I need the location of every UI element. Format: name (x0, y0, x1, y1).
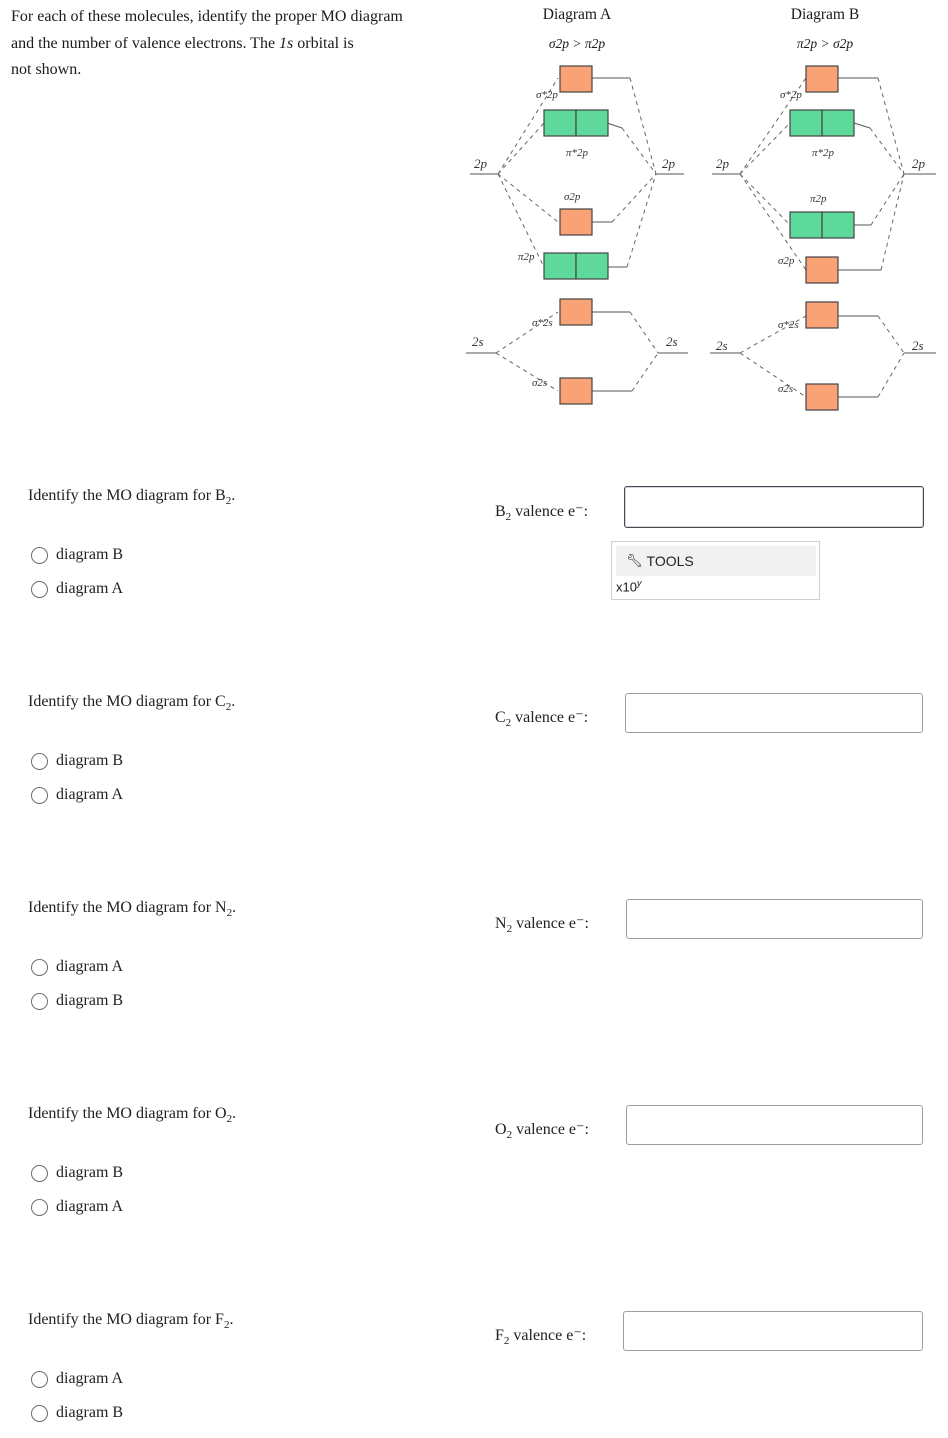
mo-diagram-b (706, 60, 942, 420)
label-2s-right: 2s (912, 338, 924, 353)
label-pi-star-2p: π*2p (566, 147, 589, 159)
label-sigma-2s: σ2s (532, 377, 548, 389)
label-sigma-star-2p: σ*2p (536, 89, 558, 101)
label-sigma-star-2s: σ*2s (778, 319, 799, 331)
label-sigma-2p: σ2p (564, 191, 581, 203)
instructions-line-1: For each of these molecules, identify the proper MO diagram (11, 8, 403, 25)
o2-option-2[interactable]: diagram A (31, 1196, 123, 1218)
label-pi-2p: π2p (518, 251, 535, 263)
n2-valence-label: $N_2$ valence e⁻: (495, 915, 589, 936)
sigma-star-2s-box (560, 299, 592, 325)
f2-option-2[interactable]: diagram B (31, 1402, 123, 1424)
c2-option-2[interactable]: diagram A (31, 784, 123, 806)
c2-valence-label: $C_2$ valence e⁻: (495, 709, 589, 730)
pi-star-2p-box-1 (544, 110, 576, 136)
f2-option-1[interactable]: diagram A (31, 1368, 123, 1390)
label-sigma-2s: σ2s (778, 383, 794, 395)
radio-button[interactable] (31, 1405, 48, 1422)
diagram-a-title: Diagram A (542, 6, 612, 23)
scientific-notation-button[interactable]: x10$^y$ (616, 578, 642, 595)
pi-star-2p-box-1 (790, 110, 822, 136)
b2-valence-label: $B_2$ valence e⁻: (495, 503, 589, 524)
tools-panel (611, 541, 820, 600)
label-sigma-2p: σ2p (778, 255, 795, 267)
pi-2p-box-1 (790, 212, 822, 238)
radio-button[interactable] (31, 1199, 48, 1216)
label-2p-left: 2p (474, 156, 487, 171)
n2-valence-input[interactable] (626, 899, 923, 939)
radio-button[interactable] (31, 993, 48, 1010)
f2-valence-input[interactable] (623, 1311, 923, 1351)
label-2s-left: 2s (472, 334, 484, 349)
radio-button[interactable] (31, 581, 48, 598)
b2-option-2[interactable]: diagram A (31, 578, 123, 600)
sigma-2s-box (806, 384, 838, 410)
question-b2-prompt: Identify the MO diagram for $B_2$. (28, 487, 236, 508)
label-pi-2p: π2p (810, 193, 827, 205)
n2-option-2[interactable]: diagram B (31, 990, 123, 1012)
pi-star-2p-box-2 (576, 110, 608, 136)
question-f2-prompt: Identify the MO diagram for $F_2$. (28, 1311, 234, 1332)
instructions-line-2: and the number of valence electrons. The 1s orbital is (11, 34, 354, 52)
label-pi-star-2p: π*2p (812, 147, 835, 159)
pi-2p-box-2 (576, 253, 608, 279)
label-2p-right: 2p (912, 156, 925, 171)
wrench-icon: 🔧︎ (626, 553, 643, 568)
label-2s-right: 2s (666, 334, 678, 349)
radio-button[interactable] (31, 753, 48, 770)
label-2s-left: 2s (716, 338, 728, 353)
instructions (11, 4, 461, 84)
sigma-star-2p-box (560, 66, 592, 92)
o2-option-1[interactable]: diagram B (31, 1162, 123, 1184)
c2-option-1[interactable]: diagram B (31, 750, 123, 772)
o2-valence-label: $O_2$ valence e⁻: (495, 1121, 589, 1142)
radio-button[interactable] (31, 547, 48, 564)
instructions-line-3: not shown. (11, 61, 82, 78)
question-c2-prompt: Identify the MO diagram for $C_2$. (28, 693, 236, 714)
label-2p-right: 2p (662, 156, 675, 171)
label-sigma-star-2p: σ*2p (780, 89, 802, 101)
label-sigma-star-2s: σ*2s (532, 317, 553, 329)
f2-valence-label: $F_2$ valence e⁻: (495, 1327, 587, 1348)
b2-valence-input[interactable] (624, 486, 924, 528)
question-o2-prompt: Identify the MO diagram for $O_2$. (28, 1105, 237, 1126)
sigma-2p-box (806, 257, 838, 283)
tools-button[interactable]: 🔧︎ TOOLS (616, 546, 816, 576)
radio-button[interactable] (31, 1165, 48, 1182)
pi-star-2p-box-2 (822, 110, 854, 136)
radio-button[interactable] (31, 1371, 48, 1388)
sigma-star-2p-box (806, 66, 838, 92)
diagram-a-order: σ2p > π2p (548, 36, 606, 51)
label-2p-left: 2p (716, 156, 729, 171)
c2-valence-input[interactable] (625, 693, 923, 733)
diagram-b-title: Diagram B (790, 6, 860, 23)
o2-valence-input[interactable] (626, 1105, 923, 1145)
sigma-star-2s-box (806, 302, 838, 328)
pi-2p-box-1 (544, 253, 576, 279)
mo-diagram-a (462, 60, 692, 420)
sigma-2p-box (560, 209, 592, 235)
question-n2-prompt: Identify the MO diagram for $N_2$. (28, 899, 237, 920)
b2-option-1[interactable]: diagram B (31, 544, 123, 566)
pi-2p-box-2 (822, 212, 854, 238)
n2-option-1[interactable]: diagram A (31, 956, 123, 978)
diagram-b-order: π2p > σ2p (796, 36, 854, 51)
radio-button[interactable] (31, 787, 48, 804)
sigma-2s-box (560, 378, 592, 404)
radio-button[interactable] (31, 959, 48, 976)
